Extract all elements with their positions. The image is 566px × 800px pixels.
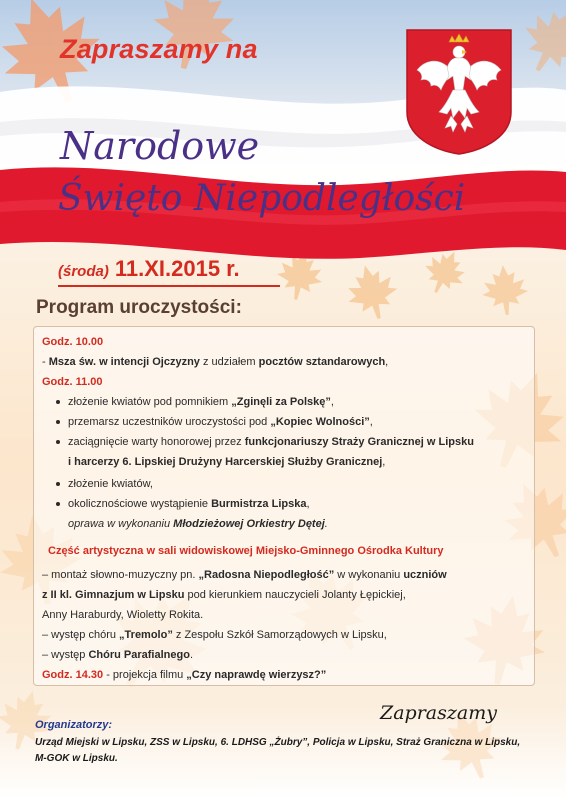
text-segment: – występ chóru (42, 629, 120, 641)
text-segment: funkcjonariuszy Straży Granicznej w Lipsku (244, 436, 474, 448)
program-item-orchestra (68, 517, 328, 531)
text-segment: okolicznościowe wystąpienie (68, 498, 212, 510)
polish-coat-of-arms-icon (405, 28, 513, 156)
event-date-row (58, 256, 240, 282)
program-hour: Godz. 11.00 (42, 376, 103, 388)
text-segment: pod kierunkiem nauczycieli Jolanty Łępickiej, (184, 589, 406, 601)
leaf-icon (480, 263, 530, 317)
text-segment: - (42, 356, 49, 368)
text-segment: Burmistrza Lipska (211, 498, 307, 510)
text-segment: złożenie kwiatów pod pomnikiem (68, 396, 232, 408)
date-underline (58, 285, 280, 287)
organizers-title: Organizatorzy: (35, 719, 113, 731)
art-item-montage-cont (42, 588, 406, 602)
program-item-flowers-2: złożenie kwiatów, (68, 478, 153, 490)
program-hour: Godz. 10.00 (42, 336, 104, 348)
program-box (33, 326, 535, 686)
text-segment: . (324, 518, 328, 530)
text-segment: uczniów (403, 569, 447, 581)
text-segment: Młodzieżowej Orkiestry Dętej (173, 518, 325, 530)
program-item-film (42, 668, 326, 682)
art-item-parish-choir (42, 648, 193, 662)
program-item-speech (68, 497, 310, 511)
program-hour: Godz. 14.30 (42, 669, 104, 681)
closing-invite: Zapraszamy (380, 702, 497, 724)
text-segment: „Radosna Niepodległość” (198, 569, 335, 581)
organizers-line1: Urząd Miejski w Lipsku, ZSS w Lipsku, 6. LDHSG „Żubry”, Policja w Lipsku, Straż Graniczna w Lipsku, (35, 737, 521, 748)
text-segment: w wykonaniu (334, 569, 404, 581)
text-segment: - projekcja filmu (103, 669, 187, 681)
art-item-tremolo (42, 628, 387, 642)
text-segment: , (385, 356, 389, 368)
text-segment: „Czy naprawdę wierzysz?” (186, 669, 327, 681)
program-item-guard (68, 435, 474, 449)
text-segment: – montaż słowno-muzyczny pn. (42, 569, 199, 581)
text-segment: , (330, 396, 334, 408)
text-segment: zaciągnięcie warty honorowej przez (68, 436, 245, 448)
program-item-guard-cont (68, 455, 385, 469)
text-segment: „Zginęli za Polskę” (231, 396, 331, 408)
organizers-line2: M-GOK w Lipsku. (35, 753, 118, 764)
text-segment: oprawa w wykonaniu (68, 518, 174, 530)
text-segment: przemarsz uczestników uroczystości pod (68, 416, 271, 428)
event-title-line1: Narodowe (60, 124, 260, 168)
leaf-icon (340, 259, 403, 325)
art-item-montage (42, 568, 447, 582)
text-segment: pocztów sztandarowych (258, 356, 386, 368)
program-title: Program uroczystości: (36, 297, 242, 318)
text-segment: z Zespołu Szkół Samorządowych w Lipsku, (172, 629, 387, 641)
program-item-mass (42, 355, 388, 369)
text-segment: i harcerzy 6. Lipskiej Drużyny Harcerskiej Służby Granicznej (68, 456, 383, 468)
program-item-march (68, 415, 373, 429)
text-segment: z II kl. Gimnazjum w Lipsku (42, 589, 185, 601)
text-segment: , (306, 498, 310, 510)
event-weekday: (środa) (58, 263, 109, 280)
art-section-heading: Część artystyczna w sali widowiskowej Miejsko-Gminnego Ośrodka Kultury (48, 545, 444, 557)
text-segment: „Kopiec Wolności” (270, 416, 370, 428)
text-segment: – występ (42, 649, 89, 661)
art-item-montage-teachers: Anny Haraburdy, Wioletty Rokita. (42, 609, 204, 621)
text-segment: Chóru Parafialnego (88, 649, 190, 661)
text-segment: . (189, 649, 193, 661)
event-date: 11.XI.2015 r. (114, 256, 240, 281)
invite-heading: Zapraszamy na (60, 34, 258, 64)
text-segment: , (382, 456, 386, 468)
event-title-line2: Święto Niepodległości (58, 178, 466, 219)
text-segment: z udziałem (199, 356, 259, 368)
text-segment: , (369, 416, 373, 428)
text-segment: Msza św. w intencji Ojczyzny (48, 356, 200, 368)
program-item-flowers (68, 395, 334, 409)
text-segment: „Tremolo” (119, 629, 173, 641)
